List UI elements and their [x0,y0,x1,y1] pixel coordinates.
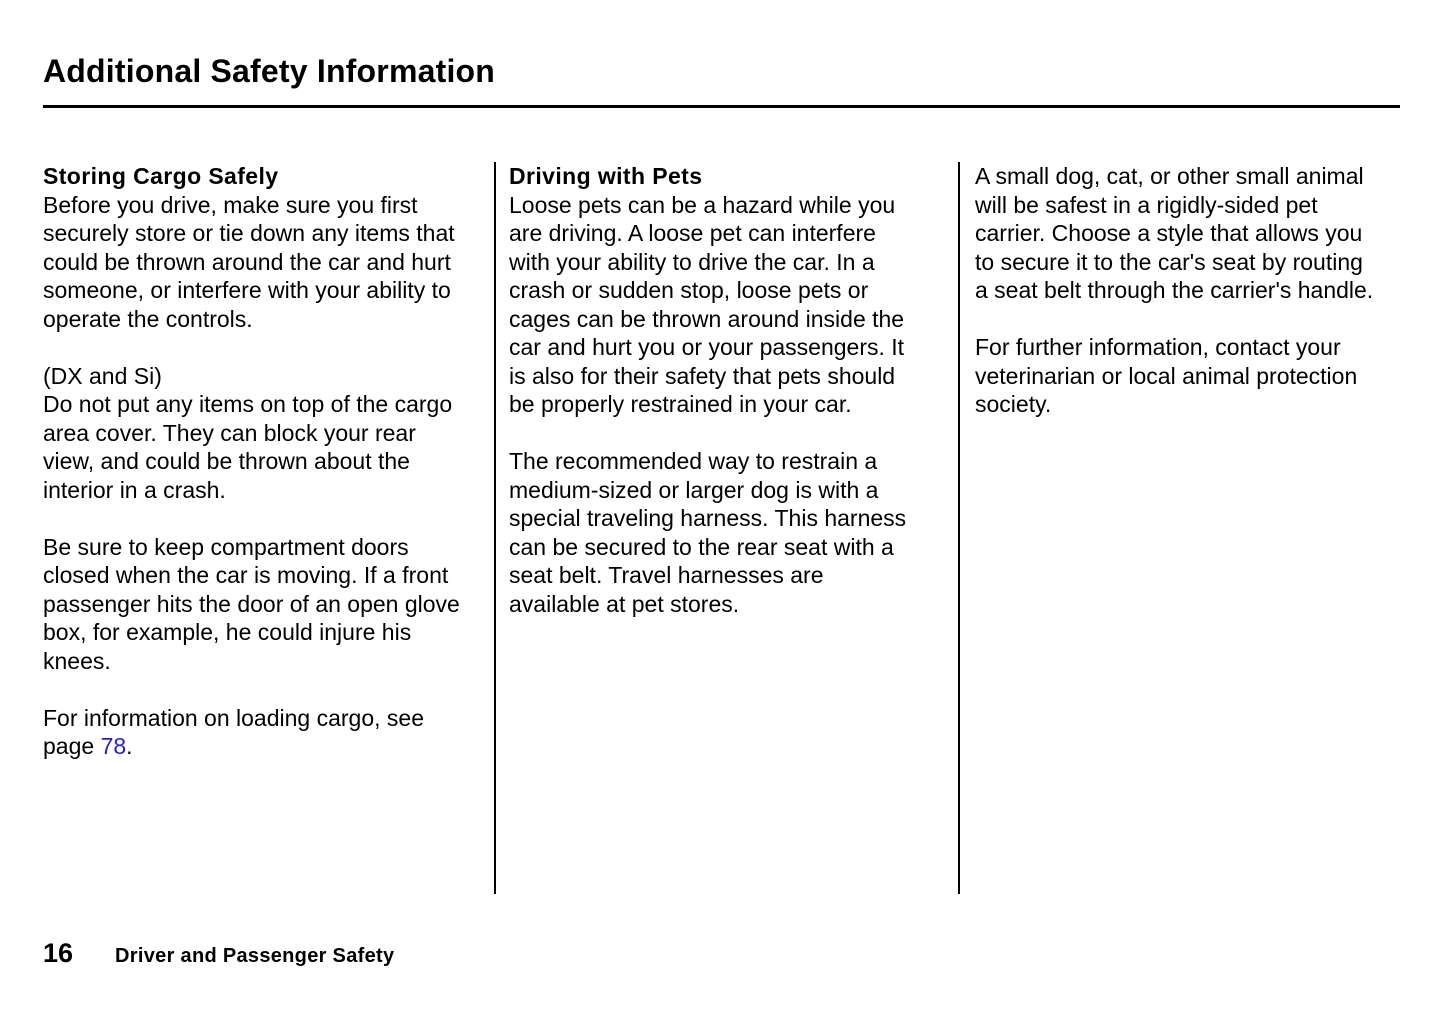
further-information-para: For further information, contact your veterinarian or local animal protection society. [975,334,1358,417]
dx-si-note: (DX and Si) [43,362,162,389]
column-driving-with-pets [496,162,958,894]
storing-cargo-heading: Storing Cargo Safely [43,163,279,189]
loading-cargo-text: For information on loading cargo, see page [43,704,424,759]
footer-section-title: Driver and Passenger Safety [115,945,395,967]
title-rule [43,105,1400,108]
page-title: Additional Safety Information [43,53,496,89]
storing-cargo-para-2 [43,362,470,505]
page-78-link[interactable]: 78 [100,733,127,759]
storing-cargo-para-1: Before you drive, make sure you first securely store or tie down any items that could be thrown around the car and hurt someone, or interfere with your ability to operate the controls. [43,191,455,332]
footer-page-number: 16 [43,938,74,968]
loading-cargo-text-end: . [126,733,133,759]
page-footer [43,938,1400,969]
driving-with-pets-para-1: Loose pets can be a hazard while you are driving. A loose pet can interfere with your ability to drive the car. In a crash or sudden stop, loose pets or cages can be thrown around inside the car and hurt you or your passengers. It is also for their safety that pets should be properly restrained in your car. [509,191,905,417]
content-columns [43,162,1400,894]
driving-with-pets-heading: Driving with Pets [509,163,703,189]
pet-carrier-para: A small dog, cat, or other small animal will be safest in a rigidly-sided pet carrier. Choose a style that allows you to secure it to the car's seat by routing a seat belt through the carrier's handle. [975,163,1374,303]
driving-with-pets-para-2: The recommended way to restrain a medium-sized or larger dog is with a special traveling harness. This harness can be secured to the rear seat with a seat belt. Travel harnesses are available at pet stores. [509,448,907,617]
storing-cargo-para-4 [43,704,470,761]
storing-cargo-para-3: Be sure to keep compartment doors closed when the car is moving. If a front passenger hits the door of an open glove box, for example, he could injure his knees. [43,533,460,674]
column-storing-cargo [43,162,494,894]
column-pets-continued [960,162,1400,894]
cargo-cover-text: Do not put any items on top of the cargo area cover. They can block your rear view, and could be thrown about the interior in a crash. [43,391,453,503]
